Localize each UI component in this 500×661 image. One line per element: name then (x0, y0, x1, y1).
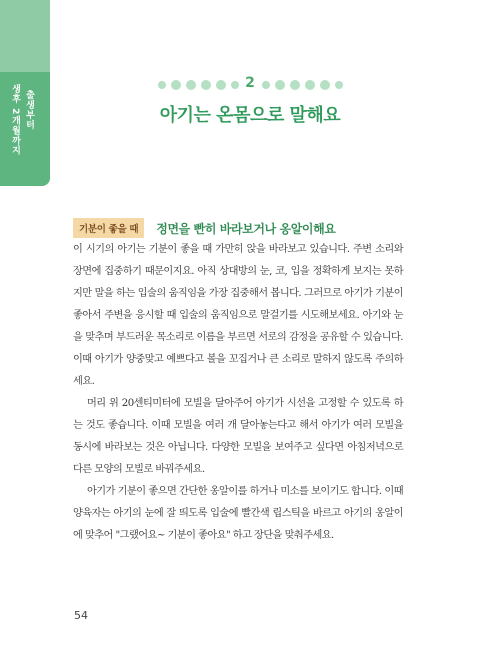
side-tab-label-1: 출생부터 (24, 90, 34, 130)
paragraph-2: 머리 위 20센티미터에 모빌을 달아주어 아기가 시선을 고정할 수 있도록 하는 것도 좋습니다. 이때 모빌을 여러 개 달아놓는다고 해서 아기가 여러 모빌을 동시에 바라보는 것은 아닙니다. 다양한 모빌을 보여주고 싶다면 아침저녁으로 다른 모양의 모빌로 바꿔주세요. (73, 398, 403, 475)
chapter-number: 2 (245, 75, 255, 91)
section-heading (73, 218, 336, 238)
side-tab-label-2: 생후 2개월까지 (10, 84, 20, 156)
body-text (73, 239, 403, 547)
paragraph-3: 아기가 기분이 좋으면 간단한 옹알이를 하거나 미소를 보이기도 합니다. 이때 양육자는 아기의 눈에 잘 띄도록 입술에 빨간색 립스틱을 바르고 아기의 옹알이에 맞추어 "그랬어요~ 기분이 좋아요" 하고 장단을 맞춰주세요. (73, 486, 403, 541)
section-badge: 기분이 좋을 때 (73, 218, 144, 238)
chapter-side-tab (0, 0, 50, 186)
paragraph-1: 이 시기의 아기는 기분이 좋을 때 가만히 앉을 바라보고 있습니다. 주변 소리와 장면에 집중하기 때문이지요. 아직 상대방의 눈, 코, 입을 정확하게 보지는 못하지만 말을 하는 입술의 움직임을 가장 집중해서 봅니다. 그러므로 아기가 기분이 좋아서 주변을 응시할 때 입술의 움직임으로 말걸기를 시도해보세요. 아기와 눈을 맞추며 부드러운 목소리로 이름을 부르면 서로의 감정을 공유할 수 있습니다. 이때 아기가 양중맞고 예쁘다고 볼을 꼬집거나 큰 소리로 말하지 않도록 주의하세요. (73, 244, 403, 387)
chapter-title: 아기는 온몸으로 말해요 (159, 105, 341, 126)
page-number: 54 (74, 609, 88, 622)
section-title: 정면을 빤히 바라보거나 옹알이해요 (156, 221, 336, 236)
decorative-dots-right (262, 79, 343, 91)
